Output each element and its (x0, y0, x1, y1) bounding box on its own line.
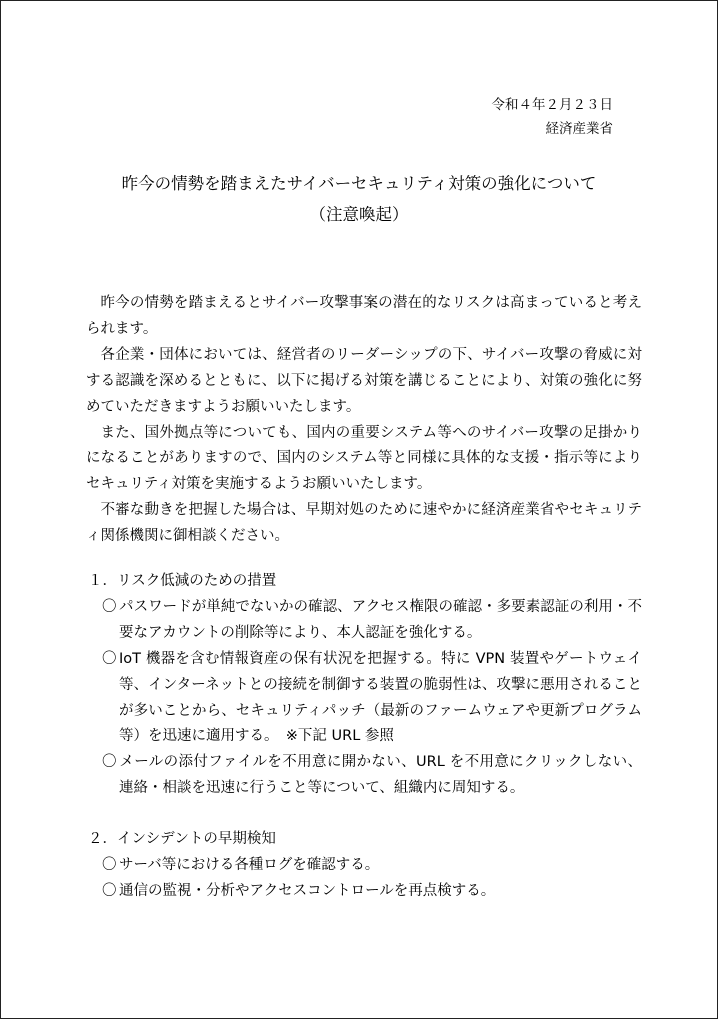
list-item (102, 595, 642, 647)
list-item (102, 879, 642, 905)
paragraph: 不審な動きを把握した場合は、早期対処のために速やかに経済産業省やセキュリティ関係機関に御相談ください。 (86, 502, 642, 545)
page-title: 昨今の情勢を踏まえたサイバーセキュリティ対策の強化について (121, 174, 597, 193)
title-block (1, 168, 717, 230)
bullet-circle-icon: 〇 (102, 882, 117, 899)
section-risk-reduction (86, 569, 642, 802)
bullet-circle-icon: 〇 (102, 856, 117, 873)
page-subtitle: （注意喚起） (309, 205, 409, 224)
section-incident-detection (86, 827, 642, 905)
list-item-text: 通信の監視・分析やアクセスコントロールを再点検する。 (119, 882, 496, 899)
section-heading: ２．インシデントの早期検知 (88, 831, 276, 847)
section-heading: １．リスク低減のための措置 (88, 573, 277, 589)
intro-body (86, 291, 642, 550)
list-item-text: サーバ等における各種ログを確認する。 (119, 856, 380, 873)
list-item-text: IoT 機器を含む情報資産の保有状況を把握する。特に VPN 装置やゲートウェイ等、インターネットとの接続を制御する装置の脆弱性は、攻撃に悪用されることが多いことから、セキュリティパッチ（最新のファームウェアや更新プログラム等）を迅速に適用する。 ※下記 URL 参照 (119, 650, 642, 745)
list-item-text: メールの添付ファイルを不用意に開かない、URL を不用意にクリックしない、連絡・相談を迅速に行うこと等について、組織内に周知する。 (119, 754, 642, 797)
list-item (102, 853, 642, 879)
issuer: 経済産業省 (545, 121, 613, 137)
paragraph: 昨今の情勢を踏まえるとサイバー攻撃事案の潜在的なリスクは高まっていると考えられます。 (86, 295, 642, 337)
issue-date: 令和４年２月２３日 (491, 97, 613, 113)
paragraph: 各企業・団体においては、経営者のリーダーシップの下、サイバー攻撃の脅威に対する認識を深めるとともに、以下に掲げる対策を講じることにより、対策の強化に努めていただきますようお願いいたします。 (86, 346, 642, 415)
paragraph: また、国外拠点等についても、国内の重要システム等へのサイバー攻撃の足掛かりになることがありますので、国内のシステム等と同様に具体的な支援・指示等によりセキュリティ対策を実施するようお願いいたします。 (86, 424, 642, 493)
list-item (102, 750, 642, 802)
bullet-circle-icon: 〇 (102, 754, 117, 771)
list-item (102, 647, 642, 751)
date-issuer-block (492, 93, 614, 141)
bullet-circle-icon: 〇 (102, 598, 117, 615)
bullet-circle-icon: 〇 (102, 650, 117, 667)
list-item-text: パスワードが単純でないかの確認、アクセス権限の確認・多要素認証の利用・不要なアカウントの削除等により、本人認証を強化する。 (119, 598, 642, 641)
